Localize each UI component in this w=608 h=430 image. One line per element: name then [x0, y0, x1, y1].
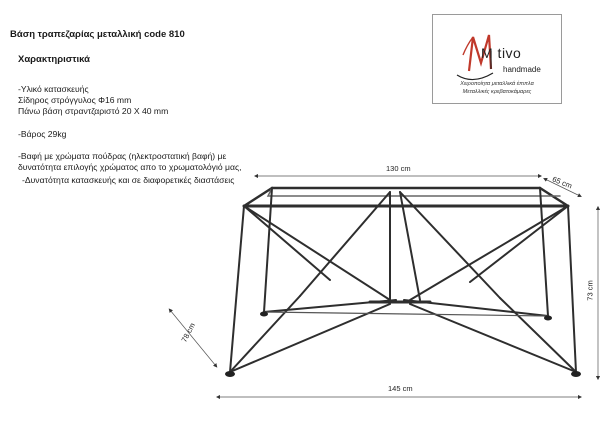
- dim-base-length: 145 cm: [388, 384, 413, 393]
- foot-back-right: [544, 316, 552, 321]
- spec-material-line2: Πάνω βάση στραντζαριστό 20 Χ 40 mm: [18, 106, 169, 117]
- logo-tagline2: Μεταλλικές κρεβατοκάμαρες: [462, 89, 532, 95]
- foot-back-left: [260, 312, 268, 317]
- spec-material-line1: Σίδηρος στρόγγυλος Φ16 mm: [18, 95, 132, 106]
- logo-sub: handmade: [503, 65, 541, 74]
- dim-top-length: 130 cm: [386, 164, 411, 173]
- dim-base-depth: 78 cm: [179, 321, 197, 344]
- spec-weight: -Βάρος 29kg: [18, 128, 67, 139]
- spec-material-label: -Υλικό κατασκευής: [18, 84, 89, 94]
- dim-line-base-depth: [170, 310, 216, 366]
- foot-front-left: [225, 371, 235, 377]
- product-title: Βάση τραπεζαρίας μεταλλική code 810: [10, 29, 185, 40]
- dim-top-depth: 65 cm: [551, 174, 574, 191]
- foot-front-right: [571, 371, 581, 377]
- spec-custom: -Δυνατότητα κατασκευής και σε διαφορετικές διαστάσεις: [22, 175, 235, 186]
- logo-tagline1: Χειροποίητα μεταλλικά έπιπλα: [460, 81, 534, 87]
- logo-brand: M tivo: [481, 45, 522, 61]
- spec-paint: -Βαφή με χρώματα πούδρας (ηλεκτροστατική βαφή) με δυνατότητα επιλογής χρώματος απο το χρωματολόγιό μας,: [18, 150, 242, 173]
- frame-rods: [230, 188, 576, 372]
- features-heading: Χαρακτηριστικά: [18, 54, 90, 65]
- dim-height: 73 cm: [585, 280, 595, 301]
